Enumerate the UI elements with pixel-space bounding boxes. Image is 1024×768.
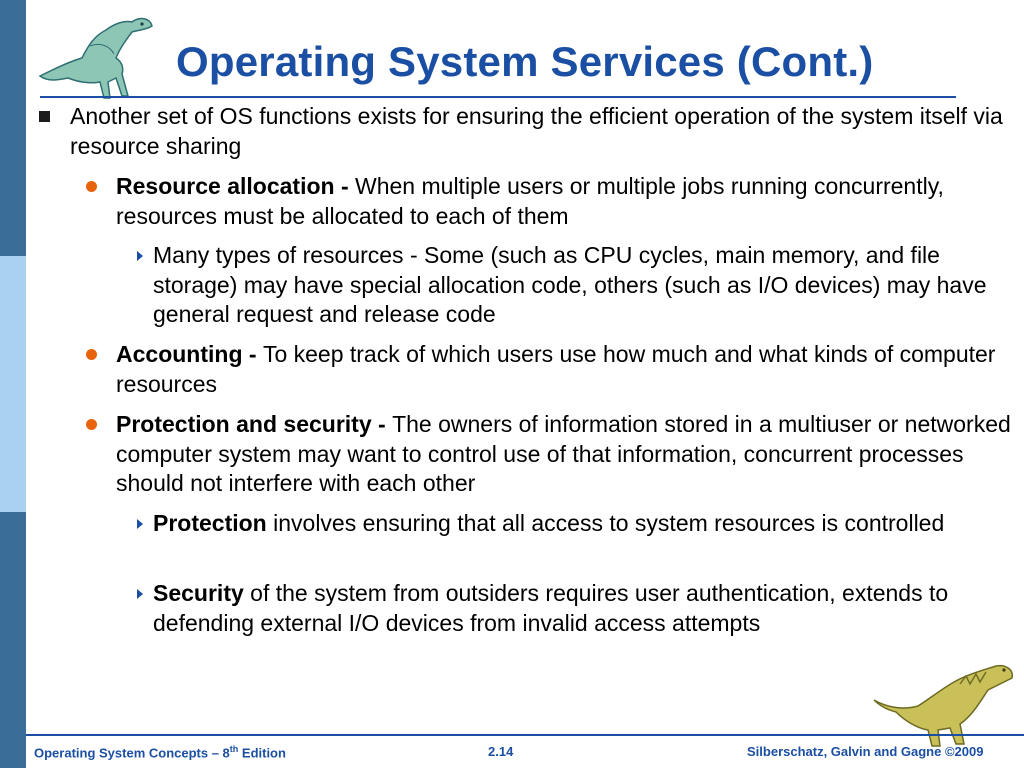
left-stripe-bottom	[0, 512, 26, 768]
dinosaur-icon	[32, 6, 156, 100]
bullet-text	[116, 172, 1011, 231]
round-bullet-icon	[86, 181, 97, 192]
bullet-text	[70, 102, 1015, 161]
bullet-text	[153, 509, 1013, 539]
bullet-description: involves ensuring that all access to system resources is controlled	[266, 510, 945, 536]
slide-title: Operating System Services (Cont.)	[176, 38, 874, 85]
bullet-item-level-2	[116, 172, 1011, 231]
bullet-description: of the system from outsiders requires user authentication, extends to defending external I/O devices from invalid access attempts	[153, 580, 949, 636]
round-bullet-icon	[86, 419, 97, 430]
bullet-description: To keep track of which users use how much and what kinds of computer resources	[116, 341, 996, 397]
bullet-item-level-3	[153, 579, 1013, 638]
dinosaur-icon	[868, 660, 1018, 750]
bullet-text	[153, 241, 1013, 330]
bullet-term: Resource allocation -	[116, 173, 356, 199]
left-stripe-top	[0, 0, 26, 256]
footer-page-number: 2.14	[488, 744, 514, 759]
footer-book	[34, 744, 286, 760]
footer-edition-superscript: th	[229, 744, 239, 754]
left-stripe-middle	[0, 256, 26, 512]
triangle-bullet-icon	[137, 519, 143, 529]
bullet-description: When multiple users or multiple jobs running concurrently, resources must be allocated to each of them	[116, 173, 944, 229]
triangle-bullet-icon	[137, 589, 143, 599]
round-bullet-icon	[86, 349, 97, 360]
bullet-term: Protection and security -	[116, 411, 393, 437]
bullet-text	[153, 579, 1013, 638]
bullet-item-level-3	[153, 509, 1013, 539]
triangle-bullet-icon	[137, 251, 143, 261]
bullet-description: The owners of information stored in a multiuser or networked computer system may want to control use of that information, concurrent processes should not interfere with each other	[116, 411, 1011, 496]
bullet-item-level-2	[116, 340, 1011, 399]
bullet-item-level-2	[116, 410, 1011, 499]
footer-book-title: Operating System Concepts – 8	[34, 745, 230, 761]
bullet-text	[116, 410, 1011, 499]
bullet-item-level-1	[70, 102, 1015, 161]
bullet-term: Protection	[153, 510, 267, 536]
bullet-description: Many types of resources - Some (such as CPU cycles, main memory, and file storage) may have special allocation code, others (such as I/O devices) may have general request and release code	[153, 242, 987, 327]
bullet-term: Security	[153, 580, 244, 606]
square-bullet-icon	[39, 111, 50, 122]
title-divider	[40, 96, 956, 98]
bullet-term: Accounting -	[116, 341, 263, 367]
footer-edition-suffix: Edition	[238, 745, 286, 761]
footer-divider	[26, 734, 1024, 736]
bullet-text	[116, 340, 1011, 399]
bullet-description: Another set of OS functions exists for ensuring the efficient operation of the system itself via resource sharing	[70, 103, 1003, 159]
footer-authors: Silberschatz, Galvin and Gagne ©2009	[747, 744, 984, 759]
bullet-item-level-3	[153, 241, 1013, 330]
